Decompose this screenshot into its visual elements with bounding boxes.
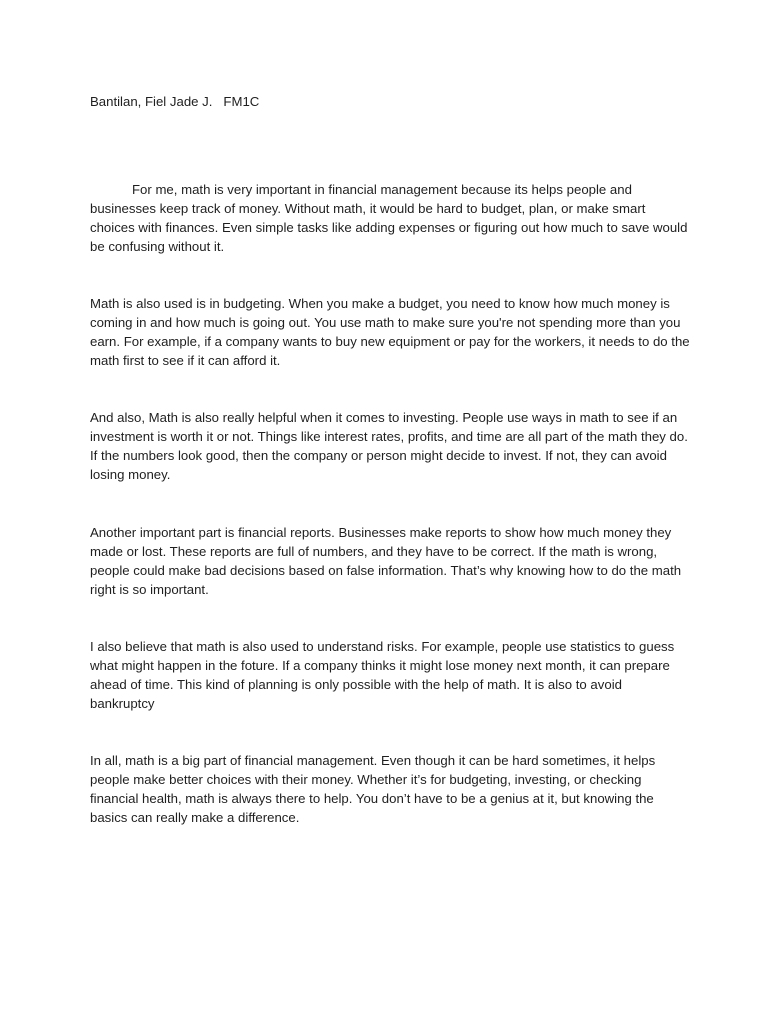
author-header: Bantilan, Fiel Jade J. FM1C — [90, 94, 260, 109]
paragraph-financial-reports: Another important part is financial reports. Businesses make reports to show how much money they made or lost. These reports are full of numbers, and they have to be correct. If the math is wrong, people could make bad decisions based on false information. That’s why knowing how to do the math right is so important. — [90, 525, 682, 597]
paragraph-budgeting: Math is also used is in budgeting. When you make a budget, you need to know how much money is coming in and how much is going out. You use math to make sure you're not spending more than you earn. For example, if a company wants to buy new equipment or pay for the workers, it needs to do the math first to see if it can afford it. — [90, 296, 690, 368]
paragraph-conclusion: In all, math is a big part of financial management. Even though it can be hard sometimes, it helps people make better choices with their money. Whether it’s for budgeting, investing, or checking financial health, math is always there to help. You don’t have to be a genius at it, but knowing the basics can really make a difference. — [90, 753, 656, 825]
paragraph-intro: For me, math is very important in financial management because its helps people and businesses keep track of money. Without math, it would be hard to budget, plan, or make smart choices with finances. Even simple tasks like adding expenses or figuring out how much to save would be confusing without it. — [90, 182, 688, 254]
paragraph-investing: And also, Math is also really helpful when it comes to investing. People use ways in math to see if an investment is worth it or not. Things like interest rates, profits, and time are all part of the math they do. If the numbers look good, then the company or person might decide to invest. If not, they can avoid losing money. — [90, 410, 688, 482]
paragraph-risks: I also believe that math is also used to understand risks. For example, people use statistics to guess what might happen in the foture. If a company thinks it might lose money next month, it can prepare ahead of time. This kind of planning is only possible with the help of math. It is also to avoid bankruptcy — [90, 639, 675, 711]
